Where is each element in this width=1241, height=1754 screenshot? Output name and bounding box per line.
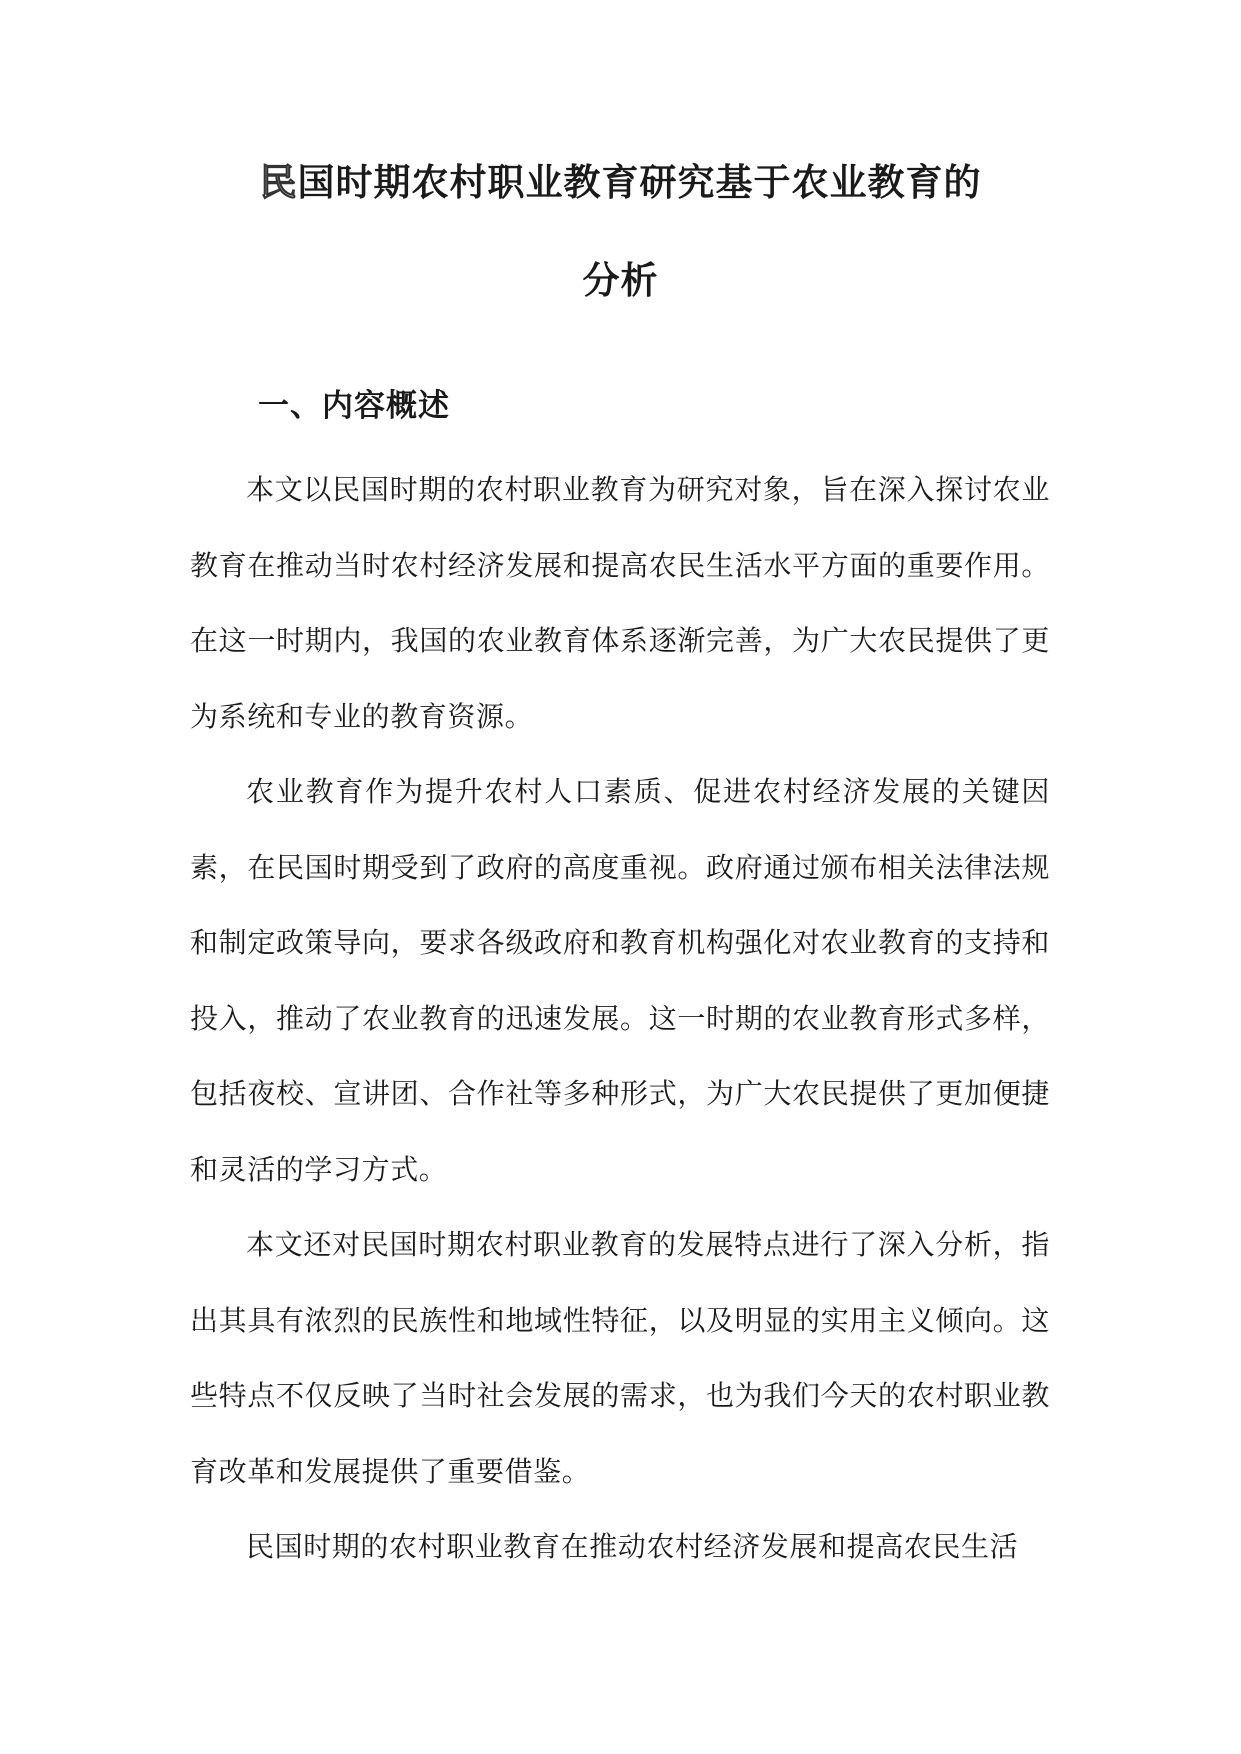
title-drop-char: 民 (259, 161, 298, 204)
body-text (190, 452, 1050, 1585)
paragraph-1: 本文以民国时期的农村职业教育为研究对象，旨在深入探讨农业教育在推动当时农村经济发展和提高农民生活水平方面的重要作用。在这一时期内，我国的农业教育体系逐渐完善，为广大农民提供了更为系统和专业的教育资源。 (190, 473, 1050, 733)
paragraph-4: 民国时期的农村职业教育在推动农村经济发展和提高农民生活 (246, 1530, 1019, 1563)
paragraph-2: 农业教育作为提升农村人口素质、促进农村经济发展的关键因素，在民国时期受到了政府的高度重视。政府通过颁布相关法律法规和制定政策导向，要求各级政府和教育机构强化对农业教育的支持和投入，推动了农业教育的迅速发展。这一时期的农业教育形式多样，包括夜校、宣讲团、合作社等多种形式，为广大农民提供了更加便捷和灵活的学习方式。 (190, 775, 1050, 1186)
document-title-line-1 (0, 152, 1241, 206)
section-heading: 一、内容概述 (258, 388, 450, 424)
paragraph-3: 本文还对民国时期农村职业教育的发展特点进行了深入分析，指出其具有浓烈的民族性和地域性特征，以及明显的实用主义倾向。这些特点不仅反映了当时社会发展的需求，也为我们今天的农村职业教育改革和发展提供了重要借鉴。 (190, 1228, 1050, 1488)
title-line-1-text: 国时期农村职业教育研究基于农业教育的 (297, 161, 982, 204)
document-title-line-2: 分析 (582, 259, 659, 302)
